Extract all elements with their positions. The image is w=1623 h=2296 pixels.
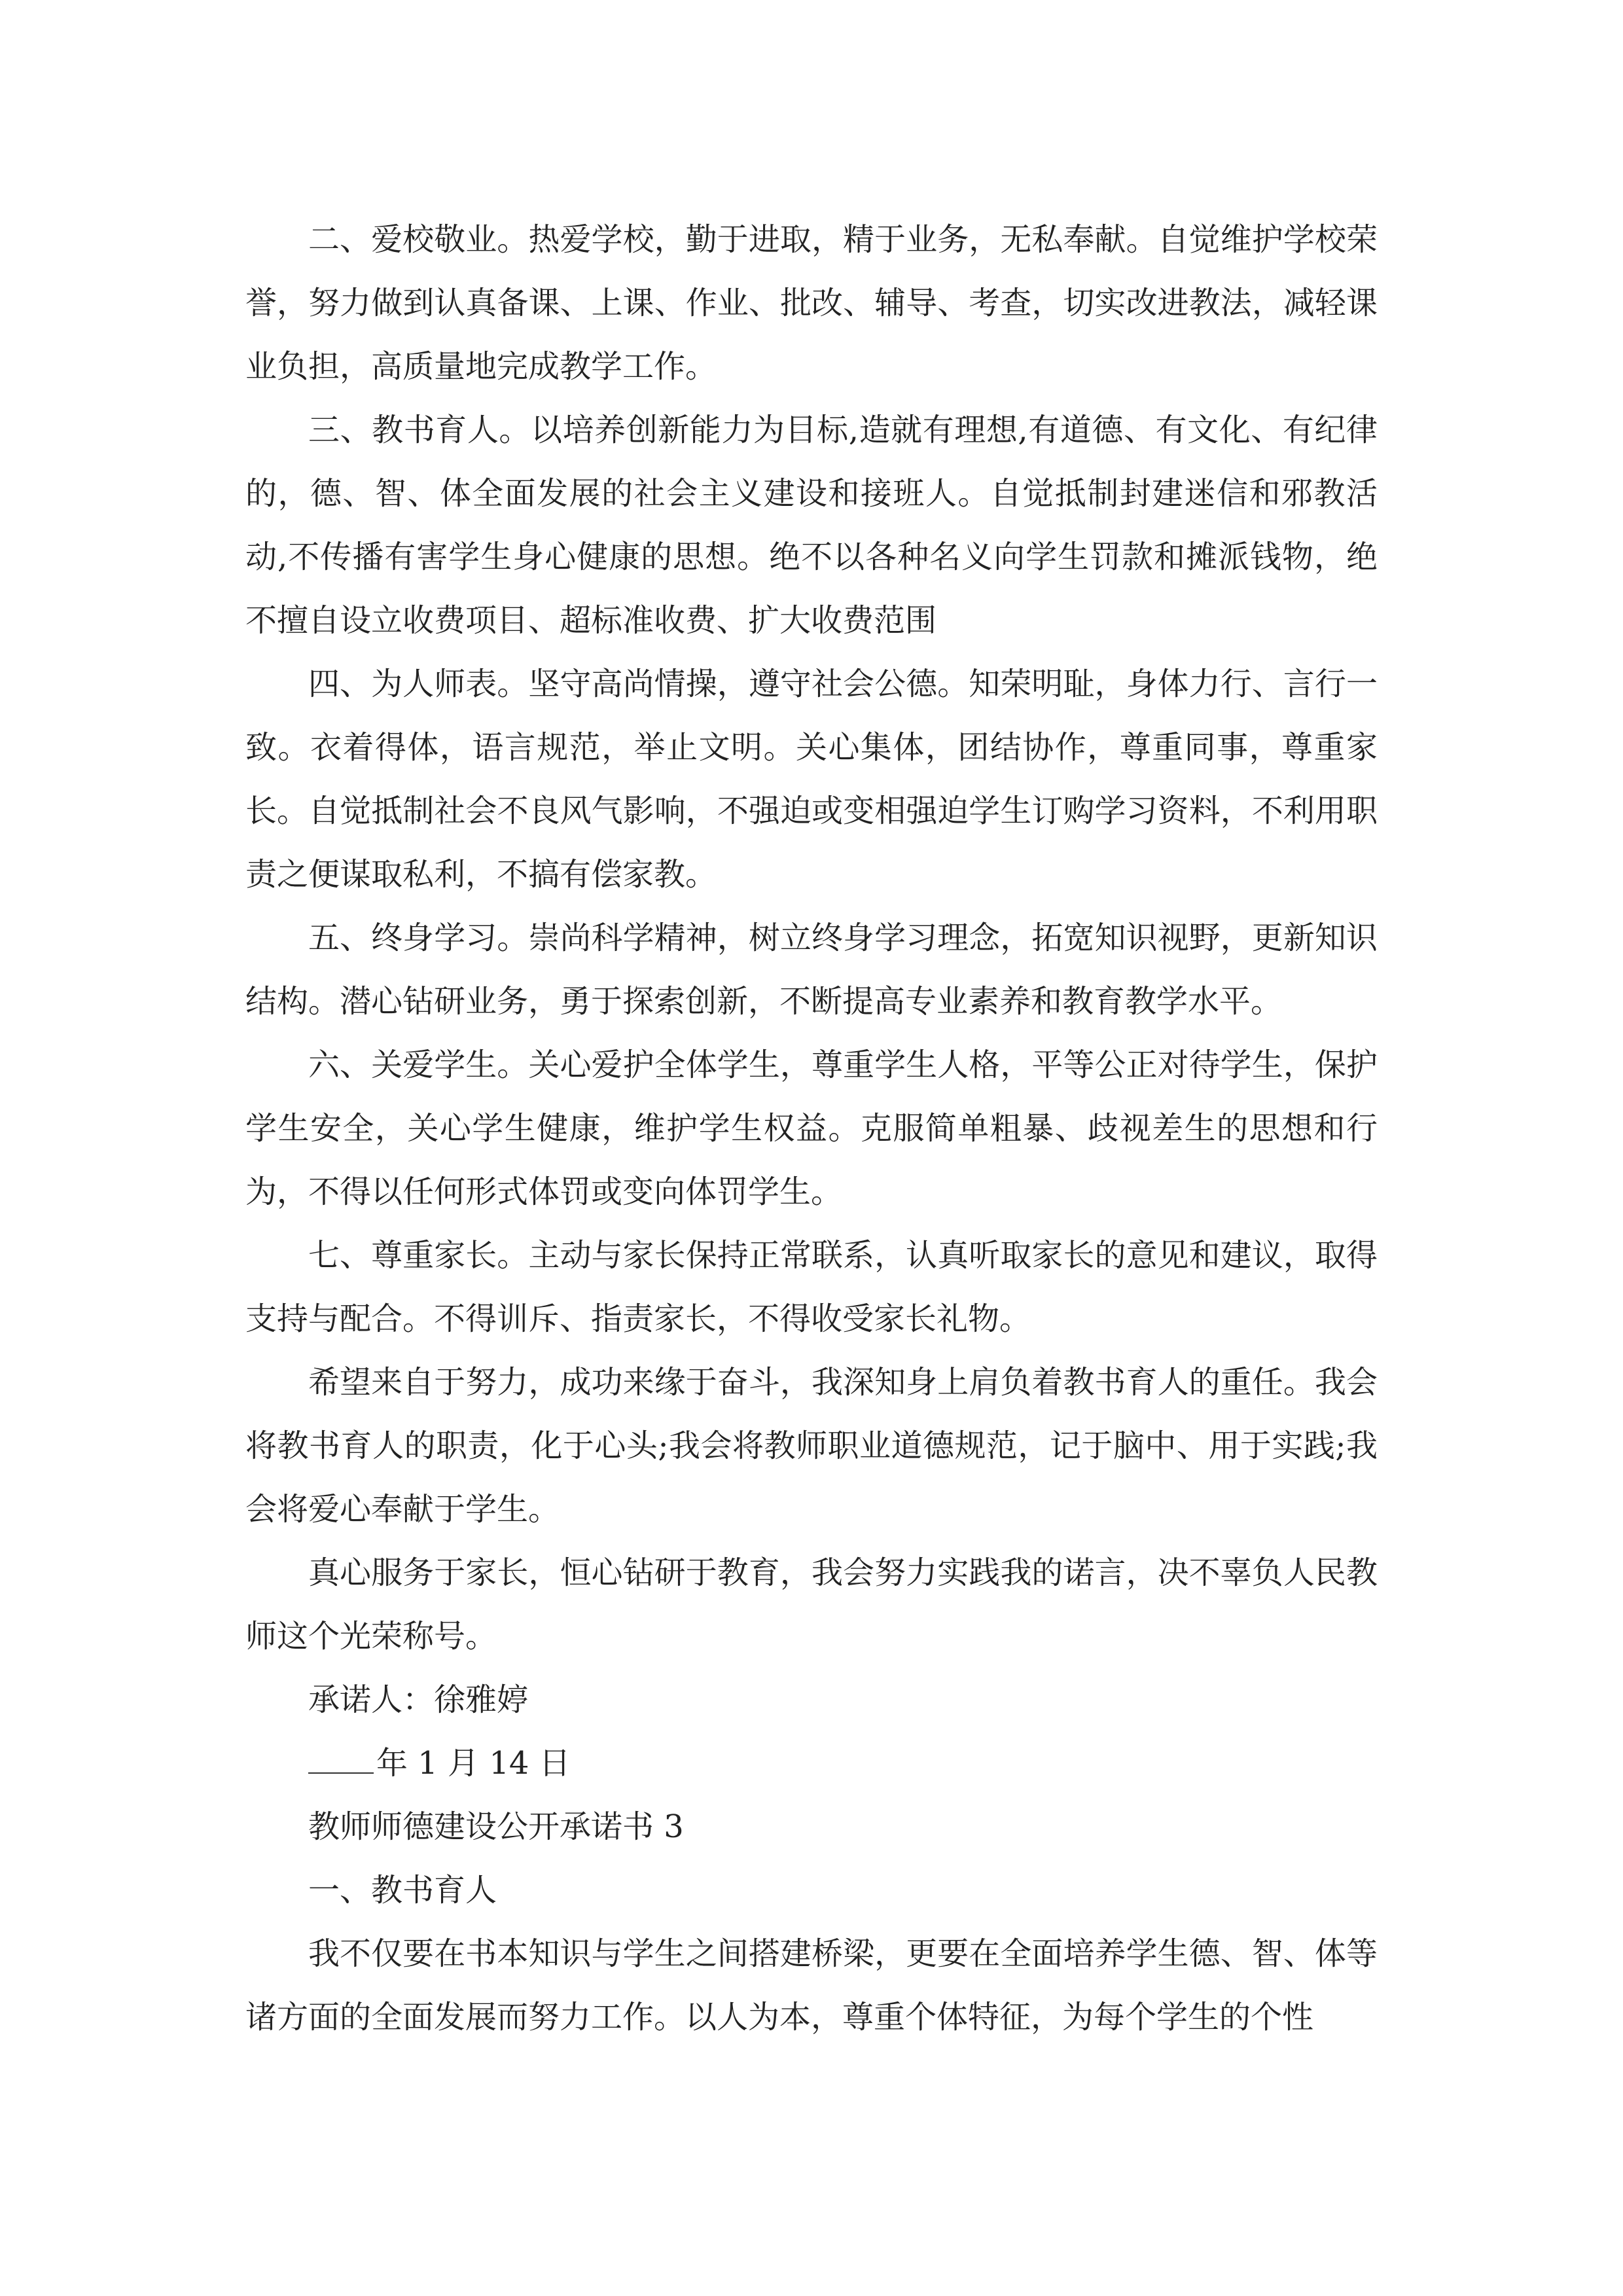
- paragraph-bridge-knowledge: 我不仅要在书本知识与学生之间搭建桥梁，更要在全面培养学生德、智、体等诸方面的全面发展而努力工作。以人为本，尊重个体特征，为每个学生的个性: [245, 1935, 1378, 2036]
- date-text: 年 1 月 14 日: [376, 1745, 571, 1782]
- date-blank: [308, 1746, 374, 1774]
- date-line: [245, 1732, 1378, 1795]
- paragraph-lifelong-learning: 五、终身学习。崇尚科学精神，树立终身学习理念，拓宽知识视野，更新知识结构。潜心钻研业务，勇于探索创新，不断提高专业素养和教育教学水平。: [245, 920, 1378, 1020]
- next-document-title: 教师师德建设公开承诺书 3: [308, 1808, 684, 1845]
- document-body: [245, 208, 1378, 2049]
- signer-line: 承诺人：徐雅婷: [308, 1681, 529, 1718]
- paragraph-caring-students: 六、关爱学生。关心爱护全体学生，尊重学生人格，平等公正对待学生，保护学生安全，关心学生健康，维护学生权益。克服简单粗暴、歧视差生的思想和行为，不得以任何形式体罚或变向体罚学生。: [245, 1047, 1378, 1210]
- paragraph-hope-effort: 希望来自于努力，成功来缘于奋斗，我深知身上肩负着教书育人的重任。我会将教书育人的职责，化于心头;我会将教师职业道德规范，记于脑中、用于实践;我会将爱心奉献于学生。: [245, 1364, 1378, 1528]
- section-heading: 一、教书育人: [308, 1872, 497, 1909]
- paragraph-school-dedication: 二、爱校敬业。热爱学校，勤于进取，精于业务，无私奉献。自觉维护学校荣誉，努力做到认真备课、上课、作业、批改、辅导、考查，切实改进教法，减轻课业负担，高质量地完成教学工作。: [245, 221, 1378, 385]
- paragraph-respect-parents: 七、尊重家长。主动与家长保持正常联系，认真听取家长的意见和建议，取得支持与配合。不得训斥、指责家长，不得收受家长礼物。: [245, 1237, 1378, 1337]
- paragraph-teaching-educating: 三、教书育人。以培养创新能力为目标,造就有理想,有道德、有文化、有纪律的，德、智、体全面发展的社会主义建设和接班人。自觉抵制封建迷信和邪教活动,不传播有害学生身心健康的思想。绝不以各种名义向学生罚款和摊派钱物，绝不擅自设立收费项目、超标准收费、扩大收费范围: [245, 412, 1378, 639]
- paragraph-role-model: 四、为人师表。坚守高尚情操，遵守社会公德。知荣明耻，身体力行、言行一致。衣着得体，语言规范，举止文明。关心集体，团结协作，尊重同事，尊重家长。自觉抵制社会不良风气影响，不强迫或变相强迫学生订购学习资料，不利用职责之便谋取私利，不搞有偿家教。: [245, 666, 1378, 893]
- paragraph-sincere-service: 真心服务于家长，恒心钻研于教育，我会努力实践我的诺言，决不辜负人民教师这个光荣称号。: [245, 1554, 1378, 1655]
